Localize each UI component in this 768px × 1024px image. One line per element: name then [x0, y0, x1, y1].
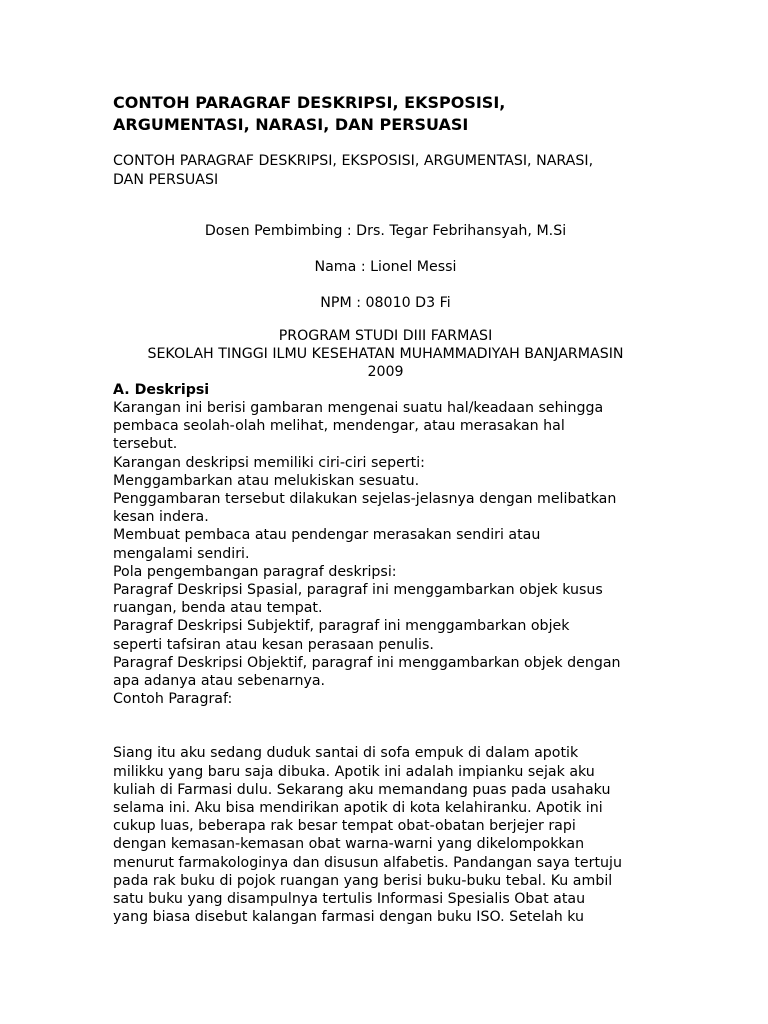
body-line: tersebut. — [113, 436, 178, 453]
body-line: Membuat pembaca atau pendengar merasakan sendiri atau — [113, 527, 541, 544]
body-line: Paragraf Deskripsi Objektif, paragraf ini menggambarkan objek dengan — [113, 654, 621, 671]
paragraph-spacer — [113, 708, 658, 744]
section-deskripsi — [113, 381, 658, 708]
title-line: CONTOH PARAGRAF DESKRIPSI, EKSPOSISI, — [113, 93, 506, 112]
section-heading: A. Deskripsi — [113, 382, 210, 398]
document-page — [113, 92, 658, 926]
example-line: cukup luas, beberapa rak besar tempat obat-obatan berjejer rapi — [113, 818, 576, 835]
body-line: Pola pengembangan paragraf deskripsi: — [113, 563, 397, 580]
subtitle-line: CONTOH PARAGRAF DESKRIPSI, EKSPOSISI, ARGUMENTASI, NARASI, — [113, 153, 594, 169]
institution-block — [113, 327, 658, 381]
student-npm: NPM : 08010 D3 Fi — [320, 295, 451, 311]
body-line: Contoh Paragraf: — [113, 691, 233, 708]
document-subtitle — [113, 152, 658, 189]
example-line: milikku yang baru saja dibuka. Apotik ini adalah impianku sejak aku — [113, 763, 595, 780]
body-line: Karangan deskripsi memiliki ciri-ciri seperti: — [113, 454, 425, 471]
example-line: menurut farmakologinya dan disusun alfabetis. Pandangan saya tertuju — [113, 854, 622, 871]
section-body — [113, 399, 658, 708]
body-line: ruangan, benda atau tempat. — [113, 600, 323, 617]
body-line: pembaca seolah-olah melihat, mendengar, atau merasakan hal — [113, 418, 565, 435]
example-line: yang biasa disebut kalangan farmasi dengan buku ISO. Setelah ku — [113, 909, 585, 926]
example-line: selama ini. Aku bisa mendirikan apotik di kota kelahiranku. Apotik ini — [113, 800, 603, 817]
body-line: Paragraf Deskripsi Spasial, paragraf ini menggambarkan objek kusus — [113, 582, 603, 599]
example-paragraph — [113, 744, 658, 926]
student-name: Nama : Lionel Messi — [314, 259, 457, 275]
document-title — [113, 92, 658, 136]
body-line: Penggambaran tersebut dilakukan sejelas-jelasnya dengan melibatkan — [113, 491, 617, 508]
program-line: PROGRAM STUDI DIII FARMASI — [278, 328, 493, 344]
supervisor-line: Dosen Pembimbing : Drs. Tegar Febrihansyah, M.Si — [204, 223, 567, 239]
body-line: apa adanya atau sebenarnya. — [113, 673, 326, 690]
body-line: Menggambarkan atau melukiskan sesuatu. — [113, 472, 420, 489]
example-line: pada rak buku di pojok ruangan yang berisi buku-buku tebal. Ku ambil — [113, 872, 613, 889]
example-line: kuliah di Farmasi dulu. Sekarang aku memandang puas pada usahaku — [113, 781, 611, 798]
body-line: seperti tafsiran atau kesan perasaan penulis. — [113, 636, 434, 653]
year-line: 2009 — [367, 364, 404, 380]
body-line: mengalami sendiri. — [113, 545, 250, 562]
example-line: satu buku yang disampulnya tertulis Informasi Spesialis Obat atau — [113, 891, 586, 908]
body-line: kesan indera. — [113, 509, 209, 526]
body-line: Karangan ini berisi gambaran mengenai suatu hal/keadaan sehingga — [113, 400, 604, 416]
subtitle-line: DAN PERSUASI — [113, 171, 219, 188]
school-line: SEKOLAH TINGGI ILMU KESEHATAN MUHAMMADIYAH BANJARMASIN — [147, 346, 624, 362]
example-line: dengan kemasan-kemasan obat warna-warni yang dikelompokkan — [113, 836, 585, 853]
title-line: ARGUMENTASI, NARASI, DAN PERSUASI — [113, 115, 469, 134]
example-line: Siang itu aku sedang duduk santai di sofa empuk di dalam apotik — [113, 745, 579, 762]
body-line: Paragraf Deskripsi Subjektif, paragraf ini menggambarkan objek — [113, 618, 570, 635]
